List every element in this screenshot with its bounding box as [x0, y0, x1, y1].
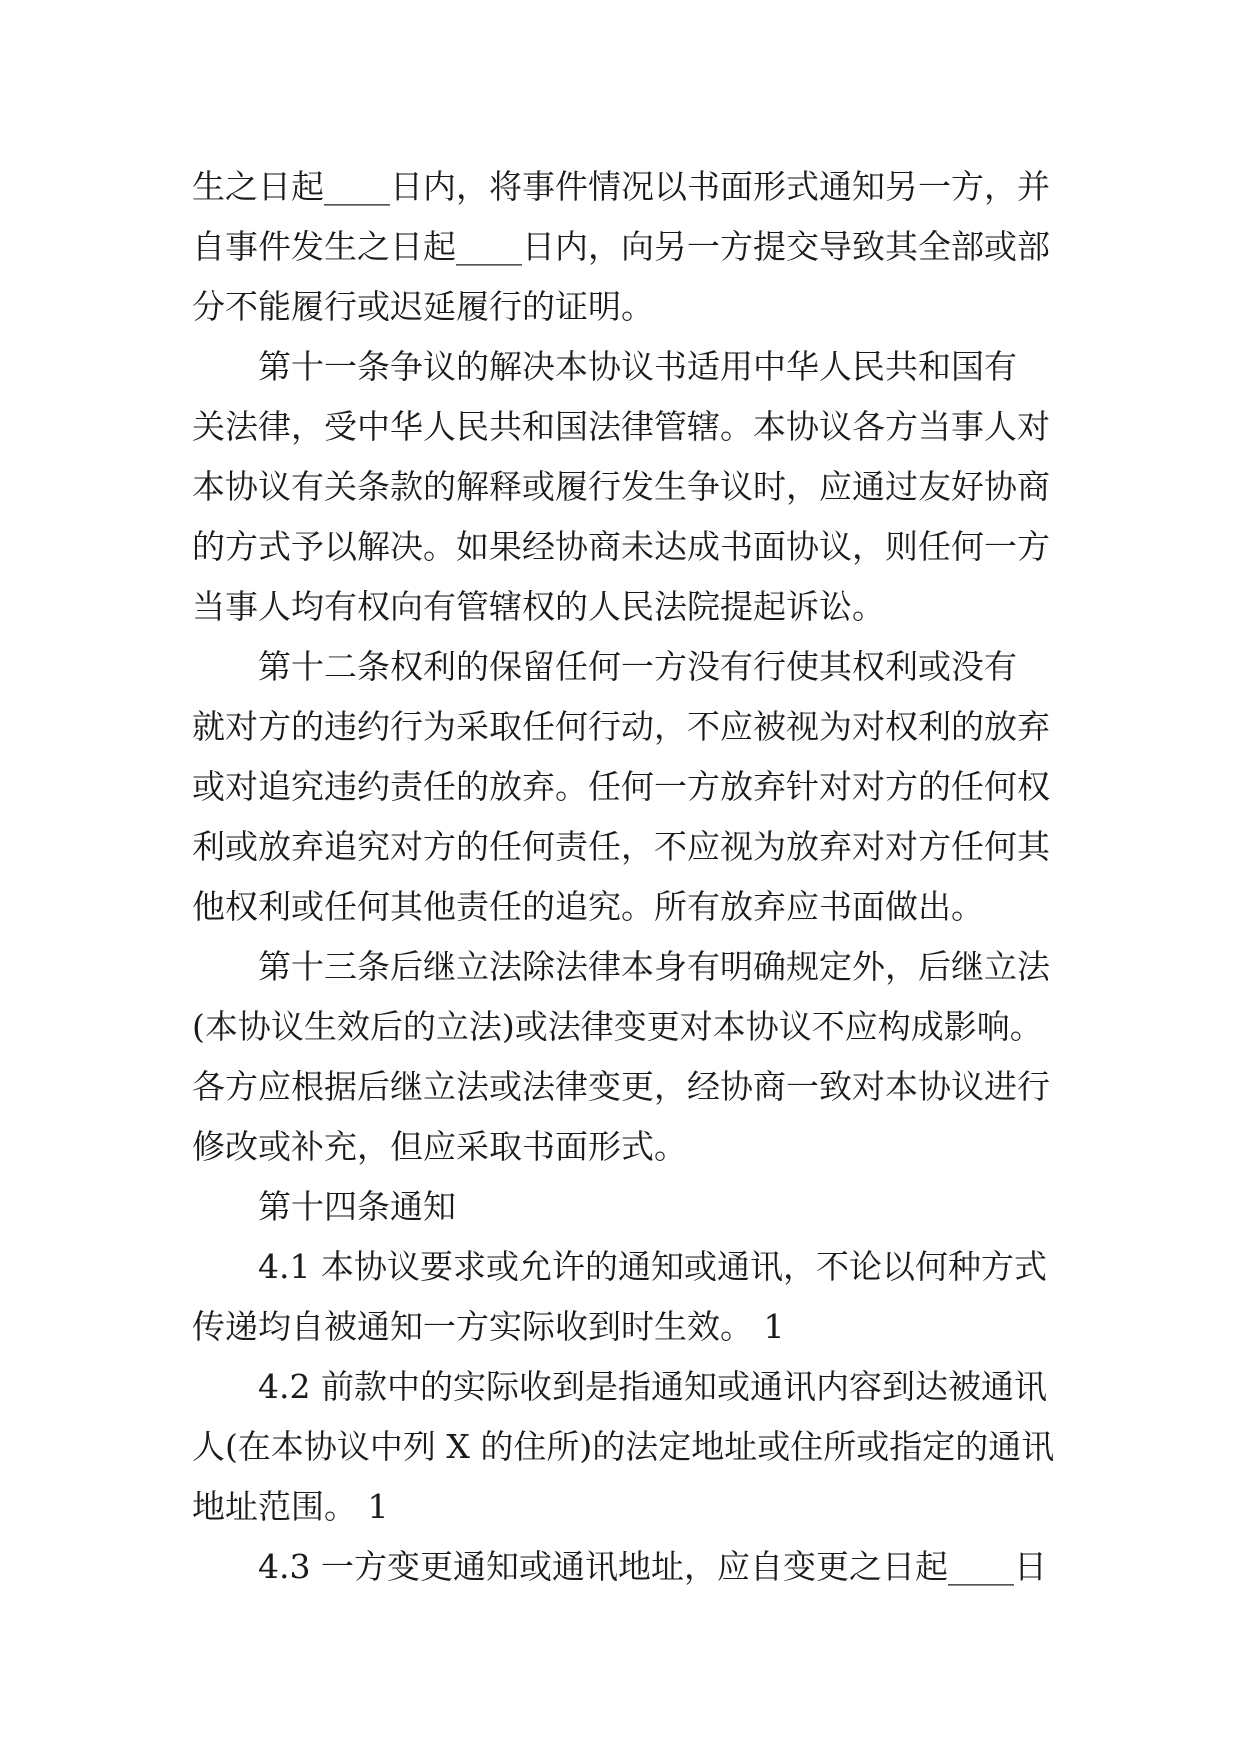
article-11-heading-line: 第十一条争议的解决本协议书适用中华人民共和国有: [258, 347, 1017, 386]
text-line: (本协议生效后的立法)或法律变更对本协议不应构成影响。: [192, 1007, 1043, 1046]
text-line: 修改或补充，但应采取书面形式。: [192, 1127, 687, 1166]
text-line: 本协议有关条款的解释或履行发生争议时，应通过友好协商: [192, 467, 1050, 506]
text-line: 传递均自被通知一方实际收到时生效。 1: [192, 1307, 785, 1346]
text-line: 各方应根据后继立法或法律变更，经协商一致对本协议进行: [192, 1067, 1050, 1106]
text-line: 生之日起____日内，将事件情况以书面形式通知另一方，并: [192, 167, 1050, 206]
text-line: 分不能履行或迟延履行的证明。: [192, 287, 654, 326]
article-12-heading-line: 第十二条权利的保留任何一方没有行使其权利或没有: [258, 647, 1017, 686]
text-line: 当事人均有权向有管辖权的人民法院提起诉讼。: [192, 587, 885, 626]
text-line: 利或放弃追究对方的任何责任，不应视为放弃对对方任何其: [192, 827, 1050, 866]
article-14-heading: 第十四条通知: [258, 1187, 456, 1226]
text-line: 或对追究违约责任的放弃。任何一方放弃针对对方的任何权: [192, 767, 1050, 806]
article-13-heading-line: 第十三条后继立法除法律本身有明确规定外，后继立法: [258, 947, 1050, 986]
text-line: 关法律，受中华人民共和国法律管辖。本协议各方当事人对: [192, 407, 1050, 446]
clause-4-3-line: 4.3 一方变更通知或通讯地址，应自变更之日起____日: [258, 1547, 1047, 1586]
text-line: 就对方的违约行为采取任何行动，不应被视为对权利的放弃: [192, 707, 1050, 746]
clause-4-1-line: 4.1 本协议要求或允许的通知或通讯，不论以何种方式: [258, 1247, 1047, 1286]
clause-4-2-line: 4.2 前款中的实际收到是指通知或通讯内容到达被通讯: [258, 1367, 1047, 1406]
text-line: 人(在本协议中列 X 的住所)的法定地址或住所或指定的通讯: [192, 1427, 1055, 1466]
text-line: 自事件发生之日起____日内，向另一方提交导致其全部或部: [192, 227, 1050, 266]
text-line: 地址范围。 1: [192, 1487, 389, 1526]
text-line: 的方式予以解决。如果经协商未达成书面协议，则任何一方: [192, 527, 1050, 566]
text-line: 他权利或任何其他责任的追究。所有放弃应书面做出。: [192, 887, 984, 926]
